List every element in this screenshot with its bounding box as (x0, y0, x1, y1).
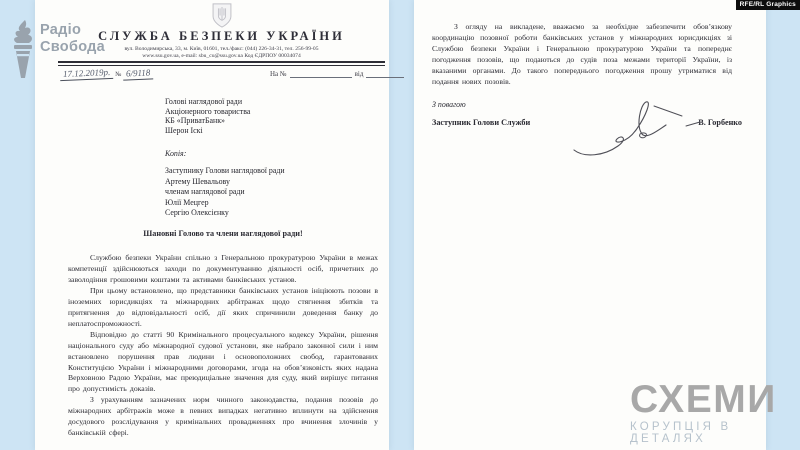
radio-svoboda-logo (8, 20, 128, 80)
body-paragraph: Відповідно до статті 90 Кримінального процесуального кодексу України, рішення національного суду або міжнародної судової установи, яке набрало законної сили і ним встановлено порушення прав людини і основоположних свобод, гарантованих Конституцією України і міжнародними договорами, згода на обов’язковість яких надана Верховною Радою України, має преюдиціальне значення для суду, який вирішує питання про допустимість доказів. (68, 329, 378, 394)
recipient-line: Юлії Мецгер (165, 197, 209, 207)
recipient-line: Шерон Іскі (165, 125, 203, 135)
incoming-number-label: На № (270, 70, 287, 78)
letterhead-contacts: www.ssu.gov.ua, e-mail: sbu_cu@ssu.gov.ua Код ЄДРПОУ 00034074 (142, 53, 301, 59)
recipient-line: Заступнику Голови наглядової ради (165, 166, 285, 175)
schemes-subtitle: КОРУПЦІЯ В ДЕТАЛЯХ (630, 421, 732, 445)
ukraine-trident-emblem (211, 3, 233, 28)
copy-label: Копія: (165, 149, 187, 158)
recipient-line: членам наглядової ради (165, 187, 245, 197)
letterhead-address: вул. Володимирська, 33, м. Київ, 01601, тел./факс: (044) 226-34-31, тел. 256-99-05 (124, 46, 319, 52)
letter-body-continued (432, 22, 732, 88)
incoming-number-blank (290, 70, 352, 78)
logo-line-1: Радіо (40, 22, 82, 38)
handwritten-signature (570, 92, 710, 162)
copy-recipient-block (165, 166, 285, 219)
handwritten-date: 17.12.2019р. (60, 67, 114, 81)
signer-title: Заступник Голови Служби (432, 118, 531, 127)
primary-recipient-block (165, 97, 250, 135)
logo-line-2: Свобода (40, 38, 106, 55)
organization-name: СЛУЖБА БЕЗПЕКИ УКРАЇНИ (98, 29, 345, 43)
body-paragraph: З огляду на викладене, вважаємо за необхідне забезпечити обов’язкову координацію позовної роботи банківських установ у міжнародних юрисдикціях зі Службою безпеки України і Генеральною прокуратурою України та попереднє погодження позовів, що подаються до судів поза межами території України, із вказаними органами. До такого попереднього погодження прошу утриматися від подання нових позовів. (432, 22, 732, 86)
salutation: Шановні Голово та члени наглядової ради! (143, 229, 303, 238)
incoming-date-blank (366, 70, 404, 78)
incoming-date-label: від (354, 70, 364, 78)
body-paragraph: З урахуванням зазначених норм чинного законодавства, подання позовів до міжнародних арбітражів може в певних випадках негативно вплинути на здійснення досудового розслідування у кримінальних провадженнях про вчинення злочинів у банківській сфері. (68, 395, 378, 438)
number-sign-label: № (115, 71, 122, 78)
credit-tag: RFE/RL Graphics (736, 0, 800, 10)
handwritten-number: 6/9118 (123, 67, 154, 80)
body-paragraph: Службою безпеки України спільно з Генеральною прокуратурою України в межах компетенції здійснюються заходи по документуванню діяльності осіб, причетних до заволодіння грошовими коштами та активами банківських установ. (68, 253, 378, 284)
closing-phrase: З повагою (432, 100, 466, 109)
recipient-line: Голові наглядової ради (165, 97, 243, 106)
schemes-title: СХЕМИ (630, 378, 777, 421)
recipient-line: КБ «ПриватБанк» (165, 116, 225, 126)
recipient-line: Сергію Олексієнку (165, 208, 229, 218)
letter-body (68, 253, 378, 439)
signer-name: В. Горбенко (698, 118, 742, 127)
radio-svoboda-wordmark (40, 22, 105, 55)
recipient-line: Артему Шевальову (165, 176, 230, 186)
schemes-watermark (630, 380, 800, 445)
body-paragraph: При цьому встановлено, що представники банківських установ ініціюють позови в іноземних юрисдикціях та міжнародних арбітражах щодо стягнення збитків та притягнення до відповідальності осіб, дії яких спричинили доведення банку до неплатоспроможності. (68, 285, 378, 328)
torch-icon (8, 20, 38, 80)
incoming-reference (270, 70, 404, 78)
recipient-line: Акціонерного товариства (165, 106, 251, 116)
